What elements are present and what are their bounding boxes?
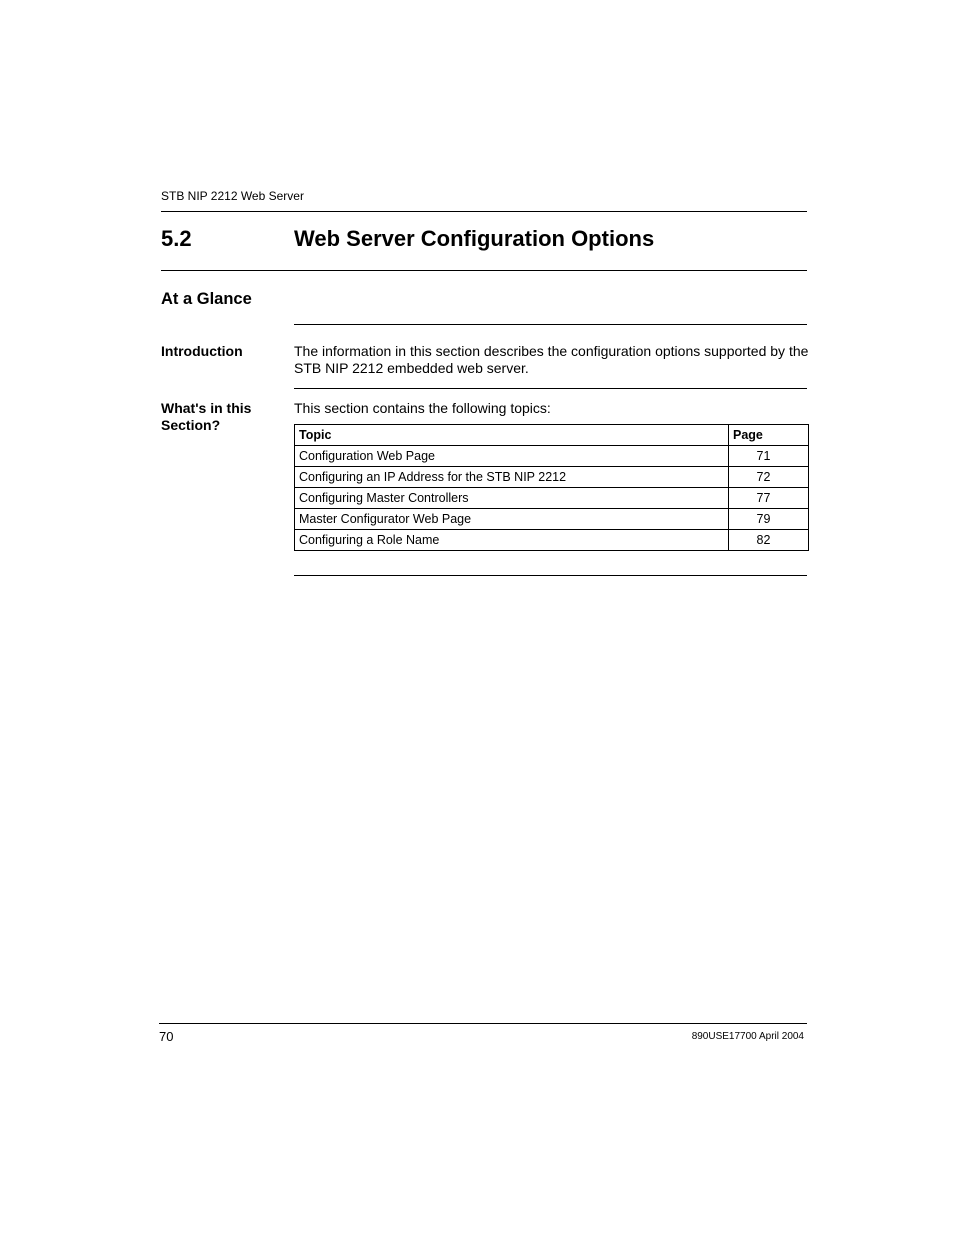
table-row (295, 509, 809, 530)
page-cell: 82 (729, 530, 809, 551)
table-row (295, 446, 809, 467)
topic-column-header: Topic (295, 425, 729, 446)
page-cell: 77 (729, 488, 809, 509)
topics-table (294, 424, 809, 551)
section-number: 5.2 (161, 226, 192, 251)
page-cell: 71 (729, 446, 809, 467)
topic-cell: Configuring Master Controllers (295, 488, 729, 509)
whats-in-label: What's in this Section? (161, 400, 252, 433)
page-cell: 72 (729, 467, 809, 488)
section-title: Web Server Configuration Options (294, 226, 655, 251)
table-header-row (295, 425, 809, 446)
introduction-label: Introduction (161, 343, 243, 359)
topic-cell: Master Configurator Web Page (295, 509, 729, 530)
section-rule (161, 270, 807, 271)
footer-rule (159, 1023, 807, 1024)
running-header: STB NIP 2212 Web Server (161, 189, 304, 203)
topic-cell: Configuration Web Page (295, 446, 729, 467)
whats-in-rule (294, 388, 807, 389)
intro-rule (294, 324, 807, 325)
whats-in-text: This section contains the following topics: (294, 400, 551, 416)
document-id: 890USE17700 April 2004 (691, 1031, 804, 1042)
table-row (295, 488, 809, 509)
section-end-rule (294, 575, 807, 576)
table-row (295, 467, 809, 488)
topic-cell: Configuring an IP Address for the STB NIP 2212 (295, 467, 729, 488)
table-row (295, 530, 809, 551)
page-number: 70 (159, 1029, 174, 1044)
page-cell: 79 (729, 509, 809, 530)
header-rule (161, 211, 807, 212)
introduction-text: The information in this section describes the configuration options supported by the STB NIP 2212 embedded web server. (294, 343, 809, 376)
page-column-header: Page (729, 425, 809, 446)
topic-cell: Configuring a Role Name (295, 530, 729, 551)
subsection-title: At a Glance (161, 290, 252, 308)
